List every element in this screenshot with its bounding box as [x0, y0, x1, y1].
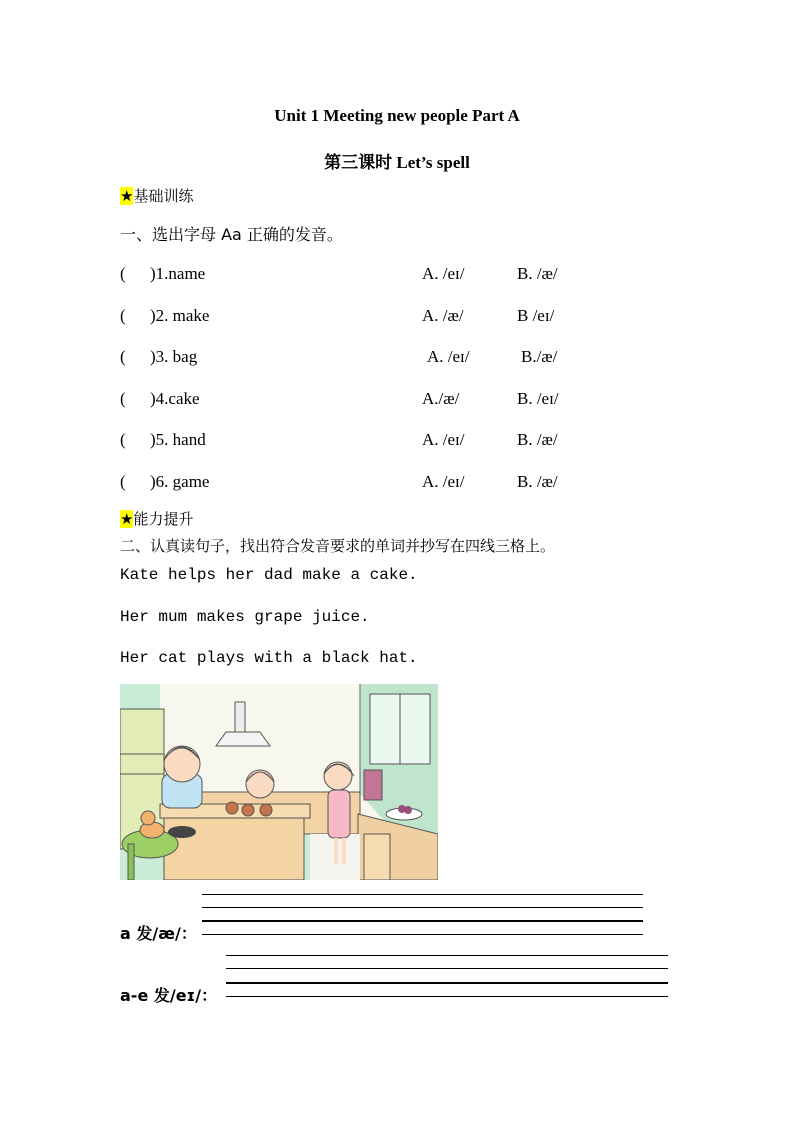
- section-label: 能力提升: [133, 510, 194, 528]
- option-b: B. /æ/: [517, 264, 558, 283]
- star-icon: ★: [120, 510, 134, 528]
- question-word: )6. game: [150, 472, 210, 491]
- question-word: )1.name: [150, 264, 206, 283]
- question-word: )4.cake: [150, 389, 200, 408]
- question-1-heading: 一、选出字母 Aa 正确的发音。: [120, 225, 343, 244]
- option-a: A. /eɪ/: [427, 347, 470, 366]
- question-word: )2. make: [150, 306, 210, 325]
- sentence-1: Kate helps her dad make a cake.: [120, 566, 418, 584]
- option-b: B. /eɪ/: [517, 389, 559, 408]
- option-a: A. /æ/: [422, 306, 464, 325]
- label-a-short: a 发/æ/：: [120, 924, 197, 943]
- section-advanced: [120, 508, 193, 529]
- option-a: A. /eɪ/: [422, 430, 465, 449]
- answer-blank[interactable]: (: [120, 264, 126, 283]
- page-title: Unit 1 Meeting new people Part A: [274, 106, 520, 125]
- option-a: A. /eɪ/: [422, 472, 465, 491]
- section-label: 基础训练: [133, 187, 194, 205]
- kitchen-illustration: [120, 684, 438, 880]
- option-a: A./æ/: [422, 389, 460, 408]
- option-a: A. /eɪ/: [422, 264, 465, 283]
- answer-blank[interactable]: (: [120, 306, 126, 325]
- answer-blank[interactable]: (: [120, 347, 126, 366]
- star-icon: ★: [120, 187, 134, 205]
- answer-blank[interactable]: (: [120, 389, 126, 408]
- answer-blank[interactable]: (: [120, 430, 126, 449]
- option-b: B. /æ/: [517, 430, 558, 449]
- sentence-3: Her cat plays with a black hat.: [120, 649, 418, 667]
- section-basic: [120, 185, 193, 206]
- label-a-e: a-e 发/eɪ/：: [120, 986, 218, 1005]
- question-word: )3. bag: [150, 347, 198, 366]
- option-b: B /eɪ/: [517, 306, 555, 325]
- question-word: )5. hand: [150, 430, 206, 449]
- option-b: B./æ/: [521, 347, 558, 366]
- page-subtitle: 第三课时 Let’s spell: [324, 153, 470, 172]
- question-2-heading: 二、认真读句子，找出符合发音要求的单词并抄写在四线三格上。: [120, 537, 556, 555]
- option-b: B. /æ/: [517, 472, 558, 491]
- answer-blank[interactable]: (: [120, 472, 126, 491]
- sentence-2: Her mum makes grape juice.: [120, 608, 370, 626]
